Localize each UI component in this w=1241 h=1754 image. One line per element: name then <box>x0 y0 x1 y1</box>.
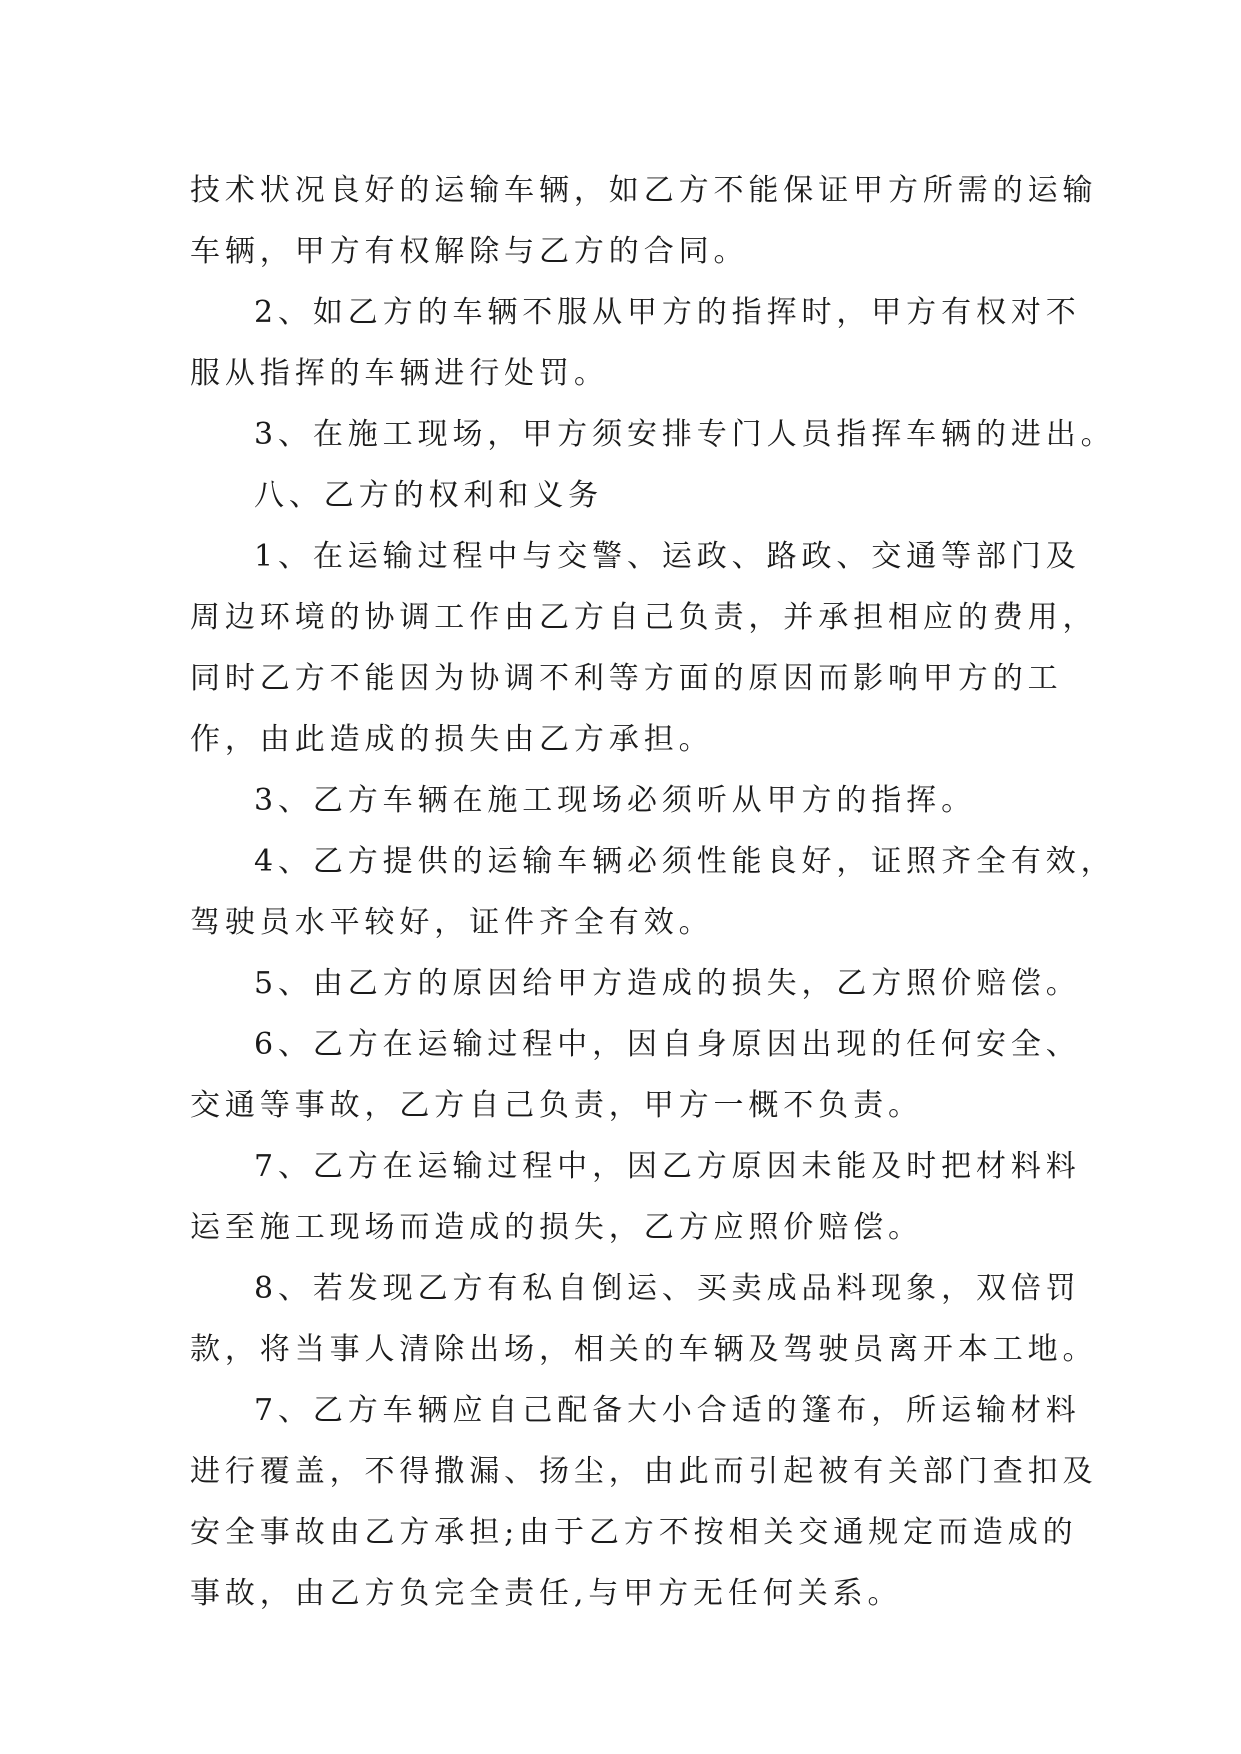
text-line: 6、乙方在运输过程中，因自身原因出现的任何安全、 <box>254 1027 1081 1062</box>
text-line: 款，将当事人清除出场，相关的车辆及驾驶员离开本工地。 <box>190 1332 1098 1367</box>
text-line: 1、在运输过程中与交警、运政、路政、交通等部门及 <box>254 539 1081 574</box>
text-line: 2、如乙方的车辆不服从甲方的指挥时，甲方有权对不 <box>254 295 1081 330</box>
text-line: 交通等事故，乙方自己负责，甲方一概不负责。 <box>190 1088 923 1123</box>
text-line: 进行覆盖，不得撒漏、扬尘，由此而引起被有关部门查扣及 <box>190 1454 1098 1489</box>
text-line: 5、由乙方的原因给甲方造成的损失，乙方照价赔偿。 <box>254 966 1081 1001</box>
text-line: 3、乙方车辆在施工现场必须听从甲方的指挥。 <box>254 783 976 818</box>
text-line: 八、乙方的权利和义务 <box>254 478 603 513</box>
text-line: 周边环境的协调工作由乙方自己负责，并承担相应的费用， <box>190 600 1098 635</box>
text-line: 驾驶员水平较好，证件齐全有效。 <box>190 905 714 940</box>
document-body <box>190 160 1116 1624</box>
text-line: 运至施工现场而造成的损失，乙方应照价赔偿。 <box>190 1210 923 1245</box>
text-line: 4、乙方提供的运输车辆必须性能良好，证照齐全有效， <box>254 844 1116 879</box>
text-line: 技术状况良好的运输车辆，如乙方不能保证甲方所需的运输 <box>190 173 1098 208</box>
text-line: 7、乙方车辆应自己配备大小合适的篷布，所运输材料 <box>254 1393 1081 1428</box>
text-line: 3、在施工现场，甲方须安排专门人员指挥车辆的进出。 <box>254 417 1116 452</box>
text-line: 7、乙方在运输过程中，因乙方原因未能及时把材料料 <box>254 1149 1081 1184</box>
text-line: 作，由此造成的损失由乙方承担。 <box>190 722 714 757</box>
text-line: 8、若发现乙方有私自倒运、买卖成品料现象，双倍罚 <box>254 1271 1081 1306</box>
text-line: 事故，由乙方负完全责任,与甲方无任何关系。 <box>190 1576 903 1611</box>
text-line: 车辆，甲方有权解除与乙方的合同。 <box>190 234 749 269</box>
text-line: 服从指挥的车辆进行处罚。 <box>190 356 609 391</box>
text-line: 安全事故由乙方承担;由于乙方不按相关交通规定而造成的 <box>190 1515 1078 1550</box>
text-line: 同时乙方不能因为协调不利等方面的原因而影响甲方的工 <box>190 661 1063 696</box>
